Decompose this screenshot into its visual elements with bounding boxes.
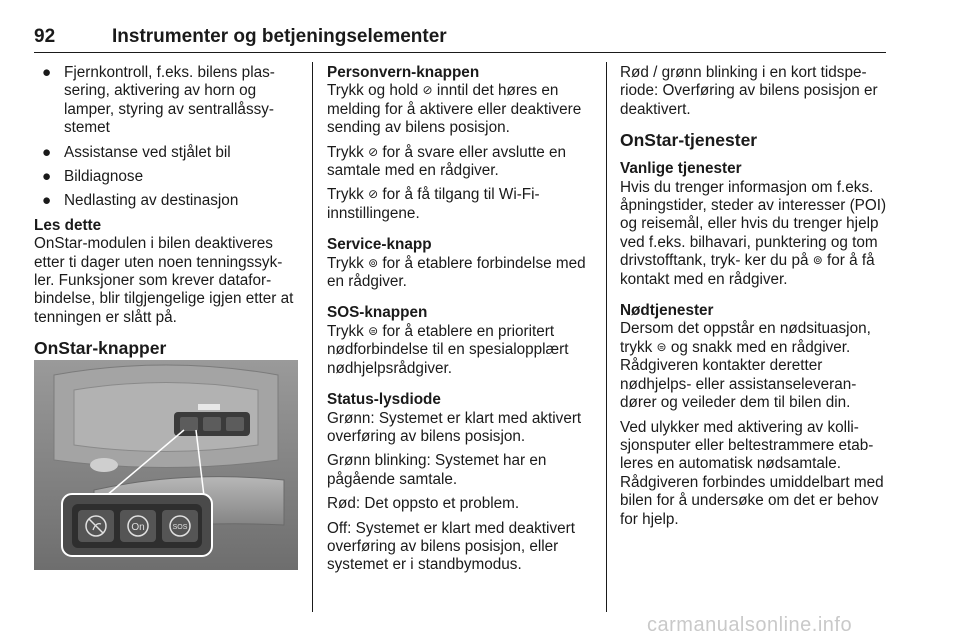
status-paragraph: Off: Systemet er klart med deaktivert overføring av bilens posisjon, eller systemet er i standbymodus. (327, 519, 575, 574)
privacy-paragraph: Trykk ⊘ for å få tilgang til Wi-Fi- innstillingene. (327, 186, 540, 222)
column-3 (620, 64, 888, 535)
status-paragraph: Rød / grønn blinking i en kort tidspe- riode: Overføring av bilens posisjon er deaktivert. (620, 64, 878, 118)
bullet-icon: ● (42, 143, 52, 161)
sos-title: SOS-knappen (327, 304, 428, 322)
privacy-icon: ⊘ (368, 187, 379, 202)
list-item: ● Nedlasting av destinasjon (42, 192, 239, 210)
privacy-icon: ⊘ (368, 144, 379, 159)
privacy-title: Personvern-knappen (327, 64, 480, 81)
bullet-icon: ● (42, 192, 52, 210)
common-services-title: Vanlige tjenester (620, 160, 742, 178)
emergency-paragraph: Dersom det oppstår en nødsituasjon, trykk ⊜ og snakk med en rådgiver. Rådgiveren kontakter deretter nødhjelps- eller assistanseleveran- dører og veileder dem til bilen din. (620, 320, 871, 412)
status-title: Status-lysdiode (327, 391, 441, 409)
section-heading: OnStar-knapper (34, 338, 167, 359)
page-number: 92 (34, 26, 56, 47)
service-paragraph: Trykk ⊚ for å etablere forbindelse med en rådgiver. (327, 254, 586, 291)
list-item: ● Bildiagnose (42, 168, 144, 186)
sos-button-label: SOS (172, 524, 188, 531)
note-title: Les dette (34, 216, 102, 234)
sos-icon: ⊜ (368, 323, 379, 338)
note-text: OnStar-modulen i bilen deaktiveres etter ti dager uten noen tenningssyk- ler. Funksjoner som krever datafor- bindelse, blir tilgjengelige igjen etter at tenningen er slått på. (34, 235, 294, 326)
column-divider (606, 62, 607, 612)
status-paragraph: Grønn: Systemet er klart med aktivert overføring av bilens posisjon. (327, 409, 582, 445)
column-1 (34, 64, 300, 368)
chapter-title: Instrumenter og betjeningselementer (112, 26, 447, 47)
bullet-icon: ● (42, 168, 52, 186)
list-item: ● Assistanse ved stjålet bil (42, 143, 231, 161)
feature-list (34, 64, 300, 211)
privacy-icon: ⊘ (422, 83, 433, 98)
page-header (34, 26, 886, 53)
bullet-icon: ● (42, 64, 52, 81)
onstar-button-label: On (131, 522, 145, 533)
sos-paragraph: Trykk ⊜ for å etablere en prioritert nødforbindelse til en spesialopplært nødhjelpsrådgiver. (327, 322, 569, 377)
section-heading: OnStar-tjenester (620, 130, 758, 151)
list-item: ● Fjernkontroll, f.eks. bilens plas- sering, aktivering av horn og lamper, styring av sentrallåssy- stemet (42, 64, 275, 137)
privacy-paragraph: Trykk og hold ⊘ inntil det høres en melding for å aktivere eller deaktivere sending av bilens posisjon. (327, 82, 582, 137)
onstar-buttons-figure (34, 360, 298, 570)
service-title: Service-knapp (327, 236, 432, 254)
common-services-paragraph: Hvis du trenger informasjon om f.eks. åpningstider, steder av interesser (POI) og reisemål, eller hvis du trenger hjelp ved f.eks. bilhavari, punktering og tom drivstofftank, tryk- ker du på ⊚ for å få kontakt med en rådgiver. (620, 178, 887, 288)
sos-icon: ⊜ (656, 339, 667, 354)
status-paragraph: Grønn blinking: Systemet har en pågående samtale. (327, 452, 547, 488)
column-divider (312, 62, 313, 612)
onstar-icon: ⊚ (368, 255, 379, 270)
note-box (34, 217, 300, 327)
emergency-paragraph: Ved ulykker med aktivering av kolli- sjonsputer eller beltestrammere etab- leres en automatisk nødsamtale. Rådgiveren forbindes umiddelbart med bilen for å undersøke om det er behov for hjelp. (620, 418, 884, 528)
privacy-paragraph: Trykk ⊘ for å svare eller avslutte en samtale med en rådgiver. (327, 143, 567, 180)
watermark: carmanualsonline.info (647, 614, 853, 636)
column-2 (327, 64, 595, 581)
onstar-icon: ⊚ (812, 253, 823, 268)
status-paragraph: Rød: Det oppsto et problem. (327, 495, 520, 513)
emergency-title: Nødtjenester (620, 302, 714, 320)
